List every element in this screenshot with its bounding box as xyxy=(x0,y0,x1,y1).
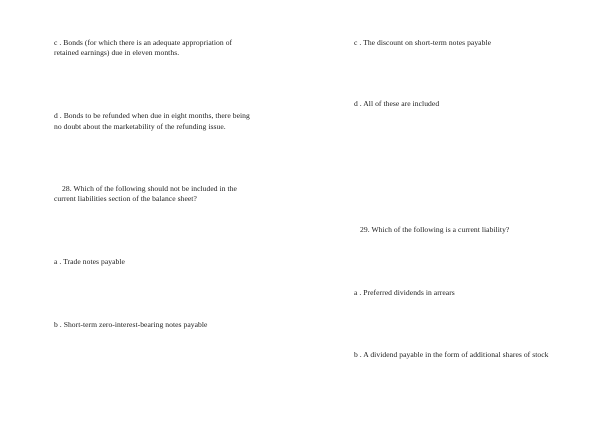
question-29: 29. Which of the following is a current liability? xyxy=(360,225,510,234)
q28-option-b: b . Short-term zero-interest-bearing notes payable xyxy=(54,320,208,329)
question-28-line1: 28. Which of the following should not be included in the xyxy=(62,184,237,193)
option-c-line1: c . Bonds (for which there is an adequate appropriation of xyxy=(54,38,233,47)
option-c-discount: c . The discount on short-term notes payable xyxy=(354,38,492,47)
q29-option-a: a . Preferred dividends in arrears xyxy=(354,288,455,297)
question-28-line2: current liabilities section of the balance sheet? xyxy=(54,194,197,203)
option-d-line1: d . Bonds to be refunded when due in eight months, there being xyxy=(54,111,250,120)
option-d-line2: no doubt about the marketability of the refunding issue. xyxy=(54,122,226,131)
option-d-all-included: d . All of these are included xyxy=(354,99,440,108)
q28-option-a: a . Trade notes payable xyxy=(54,257,125,266)
option-c-line2: retained earnings) due in eleven months. xyxy=(54,48,180,57)
q29-option-b: b . A dividend payable in the form of additional shares of stock xyxy=(354,350,549,359)
